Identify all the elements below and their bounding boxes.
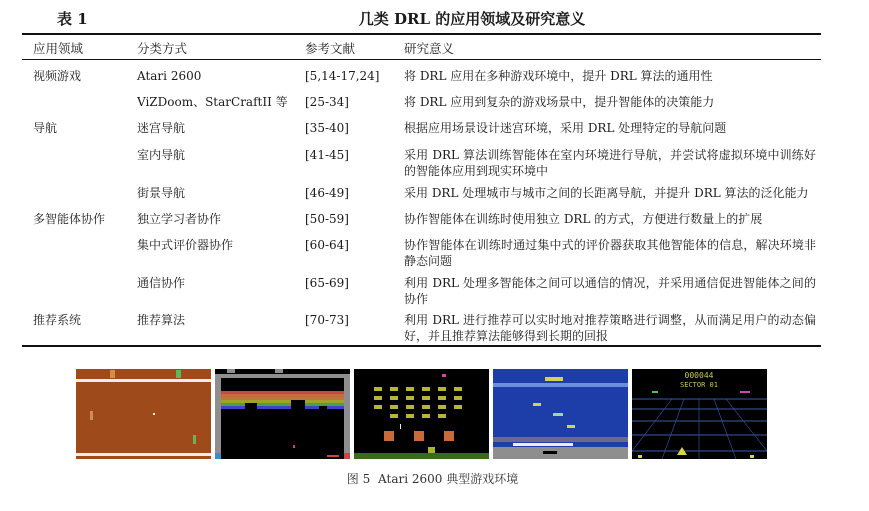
table-bottom-rule (22, 345, 821, 347)
column-header-meaning: 研究意义 (404, 41, 455, 56)
atari-screens-figure (76, 369, 768, 459)
cell-domain: 导航 (33, 121, 58, 135)
column-header-method: 分类方式 (137, 41, 188, 56)
cell-refs: [50-59] (305, 212, 349, 226)
cell-refs: [25-34] (305, 95, 349, 109)
breakout-screen (215, 369, 350, 459)
cell-refs: [41-45] (305, 148, 349, 162)
cell-meaning: 将 DRL 应用在多种游戏环境中，提升 DRL 算法的通用性 (404, 69, 713, 83)
cell-method: 室内导航 (137, 148, 186, 162)
beam-rider-sector: SECTOR 01 (680, 381, 718, 389)
cell-meaning: 将 DRL 应用到复杂的游戏场景中，提升智能体的决策能力 (404, 95, 715, 109)
figure-label: 图 5 (346, 472, 371, 486)
cell-domain: 视频游戏 (33, 69, 82, 83)
cell-refs: [46-49] (305, 186, 349, 200)
beam-rider-score: 000044 (684, 371, 714, 380)
cell-method: 独立学习者协作 (137, 212, 222, 226)
seaquest-screen (493, 369, 628, 459)
column-header-domain: 应用领域 (33, 41, 84, 56)
cell-meaning: 协作智能体在训练时使用独立 DRL 的方式，方便进行数量上的扩展 (404, 212, 763, 226)
cell-method: 通信协作 (137, 276, 186, 290)
cell-method: 迷宫导航 (137, 121, 186, 135)
cell-meaning: 采用 DRL 算法训练智能体在室内环境进行导航，并尝试将虚拟环境中训练好的智能体应用到现实环境中 (404, 148, 816, 178)
pong-screen (76, 369, 211, 459)
cell-domain: 推荐系统 (33, 313, 82, 327)
table-top-rule (22, 33, 821, 35)
cell-refs: [65-69] (305, 276, 349, 290)
cell-meaning: 利用 DRL 进行推荐可以实时地对推荐策略进行调整，从而满足用户的动态偏好，并且推荐算法能够得到长期的回报 (404, 313, 816, 343)
cell-method: 推荐算法 (137, 313, 186, 327)
cell-method: ViZDoom、StarCraftII 等 (137, 95, 288, 109)
cell-refs: [70-73] (305, 313, 349, 327)
cell-method: 街景导航 (137, 186, 186, 200)
cell-meaning: 利用 DRL 处理多智能体之间可以通信的情况，并采用通信促进智能体之间的协作 (404, 276, 816, 306)
cell-refs: [60-64] (305, 238, 349, 252)
table-caption (22, 8, 821, 30)
table-title: 几类 DRL 的应用领域及研究意义 (358, 10, 586, 28)
table-header-rule (22, 59, 821, 60)
table-label: 表 1 (57, 10, 88, 28)
cell-method: Atari 2600 (137, 69, 202, 83)
cell-meaning: 根据应用场景设计迷宫环境，采用 DRL 处理特定的导航问题 (404, 121, 727, 135)
cell-meaning: 协作智能体在训练时通过集中式的评价器获取其他智能体的信息，解决环境非静态问题 (404, 238, 816, 268)
cell-method: 集中式评价器协作 (137, 238, 234, 252)
cell-domain: 多智能体协作 (33, 212, 106, 226)
cell-refs: [35-40] (305, 121, 349, 135)
space-invaders-screen (354, 369, 489, 459)
figure-caption-text: Atari 2600 典型游戏环境 (378, 472, 519, 486)
cell-refs: [5,14-17,24] (305, 69, 380, 83)
beam-rider-screen (632, 369, 767, 459)
cell-meaning: 采用 DRL 处理城市与城市之间的长距离导航，并提升 DRL 算法的泛化能力 (404, 186, 809, 200)
figure-caption (0, 470, 869, 487)
column-header-refs: 参考文献 (305, 41, 356, 56)
